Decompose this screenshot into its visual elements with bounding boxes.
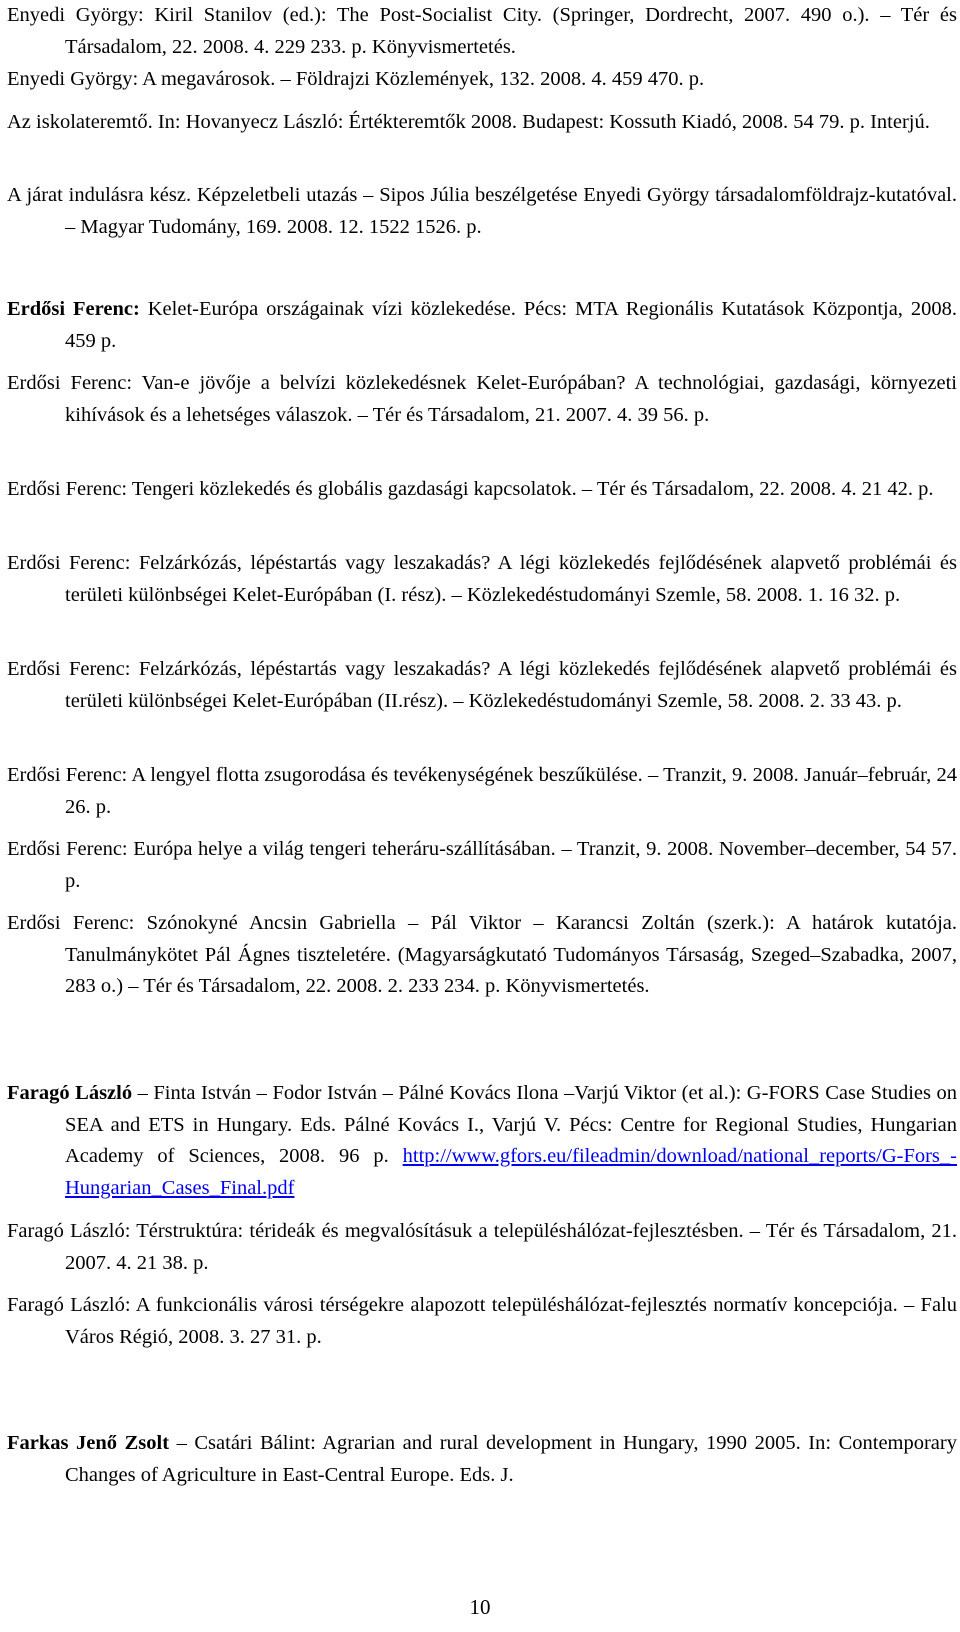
entry-text: Erdősi Ferenc: Tengeri közlekedés és globális gazdasági kapcsolatok. – Tér és Társadalom, 22. 2008. 4. 21 42. p. <box>7 478 934 500</box>
author-name: Erdősi Ferenc: <box>7 298 140 320</box>
report-link[interactable]: http://www.gfors.eu/fileadmin/download/national_reports/G-Fors_-Hungarian_Cases_Final.pdf <box>65 1145 957 1199</box>
author-name: Farkas Jenő Zsolt <box>7 1432 170 1454</box>
entry-text: Az iskolateremtő. In: Hovanyecz László: Értékteremtők 2008. Budapest: Kossuth Kiadó, 2008. 54 79. p. Interjú. <box>7 111 930 133</box>
entry-text: Enyedi György: Kiril Stanilov (ed.): The Post-Socialist City. (Springer, Dordrecht, 2007. 490 o.). – Tér és Társadalom, 22. 2008. 4. 229 233. p. Könyvismertetés. <box>7 4 957 58</box>
bibliography-entry <box>7 474 957 506</box>
entry-text: Erdősi Ferenc: A lengyel flotta zsugorodása és tevékenységének beszűkülése. – Tranzit, 9. 2008. Január–február, 24 26. p. <box>7 764 957 818</box>
entry-text: Erdősi Ferenc: Szónokyné Ancsin Gabriella – Pál Viktor – Karancsi Zoltán (szerk.): A határok kutatója. Tanulmánykötet Pál Ágnes tiszteletére. (Magyarságkutató Tudományos Társaság, Szeged–Szabadka, 2007, 283 o.) – Tér és Társadalom, 22. 2008. 2. 233 234. p. Könyvismertetés. <box>7 912 957 997</box>
page-number: 10 <box>469 1595 491 1619</box>
bibliography-entry <box>7 107 957 139</box>
author-name: Faragó László <box>7 1082 133 1104</box>
entry-text: Faragó László: A funkcionális városi térségekre alapozott településhálózat-fejlesztés normatív koncepciója. – Falu Város Régió, 2008. 3. 27 31. p. <box>7 1294 957 1348</box>
bibliography-entry <box>7 1428 957 1491</box>
entry-text: Erdősi Ferenc: Van-e jövője a belvízi közlekedésnek Kelet-Európában? A technológiai, gazdasági, környezeti kihívások és a lehetséges válaszok. – Tér és Társadalom, 21. 2007. 4. 39 56. p. <box>7 372 957 426</box>
bibliography-entry <box>7 1216 957 1279</box>
bibliography-entry <box>7 368 957 431</box>
bibliography-entry <box>7 0 957 63</box>
bibliography-entry <box>7 64 957 96</box>
bibliography-entry <box>7 908 957 1003</box>
entry-text: – Csatári Bálint: Agrarian and rural development in Hungary, 1990 2005. In: Contemporary Changes of Agriculture in East-Central Europe. Eds. J. <box>65 1432 957 1486</box>
bibliography-entry <box>7 834 957 897</box>
entry-text: Enyedi György: A megavárosok. – Földrajzi Közlemények, 132. 2008. 4. 459 470. p. <box>7 68 705 90</box>
bibliography-entry <box>7 1078 957 1204</box>
bibliography-entry <box>7 760 957 823</box>
entry-text: Kelet-Európa országainak vízi közlekedése. Pécs: MTA Regionális Kutatások Központja, 2008. 459 p. <box>65 298 957 352</box>
entry-text: A járat indulásra kész. Képzeletbeli utazás – Sipos Júlia beszélgetése Enyedi György társadalomföldrajz-kutatóval. – Magyar Tudomány, 169. 2008. 12. 1522 1526. p. <box>7 184 957 238</box>
entry-text: – Finta István – Fodor István – Pálné Kovács Ilona –Varjú Viktor (et al.): G-FORS Case Studies on SEA and ETS in Hungary. Eds. Pálné Kovács I., Varjú V. Pécs: Centre for Regional Studies, Hungarian Academy of Sciences, 2008. 96 p. <box>65 1082 957 1167</box>
bibliography-entry <box>7 180 957 243</box>
entry-text: Erdősi Ferenc: Felzárkózás, lépéstartás vagy leszakadás? A légi közlekedés fejlődésének alapvető problémái és területi különbségei Kelet-Európában (II.rész). – Közlekedéstudományi Szemle, 58. 2008. 2. 33 43. p. <box>7 658 957 712</box>
bibliography-entry <box>7 294 957 357</box>
bibliography-entry <box>7 654 957 717</box>
entry-text: Erdősi Ferenc: Felzárkózás, lépéstartás vagy leszakadás? A légi közlekedés fejlődésének alapvető problémái és területi különbségei Kelet-Európában (I. rész). – Közlekedéstudományi Szemle, 58. 2008. 1. 16 32. p. <box>7 552 957 606</box>
bibliography-page <box>7 0 957 1632</box>
entry-text: Erdősi Ferenc: Európa helye a világ tengeri teheráru-szállításában. – Tranzit, 9. 2008. November–december, 54 57. p. <box>7 838 957 892</box>
bibliography-entry <box>7 1290 957 1353</box>
entry-text: Faragó László: Térstruktúra: térideák és megvalósításuk a településhálózat-fejlesztésben. – Tér és Társadalom, 21. 2007. 4. 21 38. p. <box>7 1220 957 1274</box>
bibliography-entry <box>7 548 957 611</box>
